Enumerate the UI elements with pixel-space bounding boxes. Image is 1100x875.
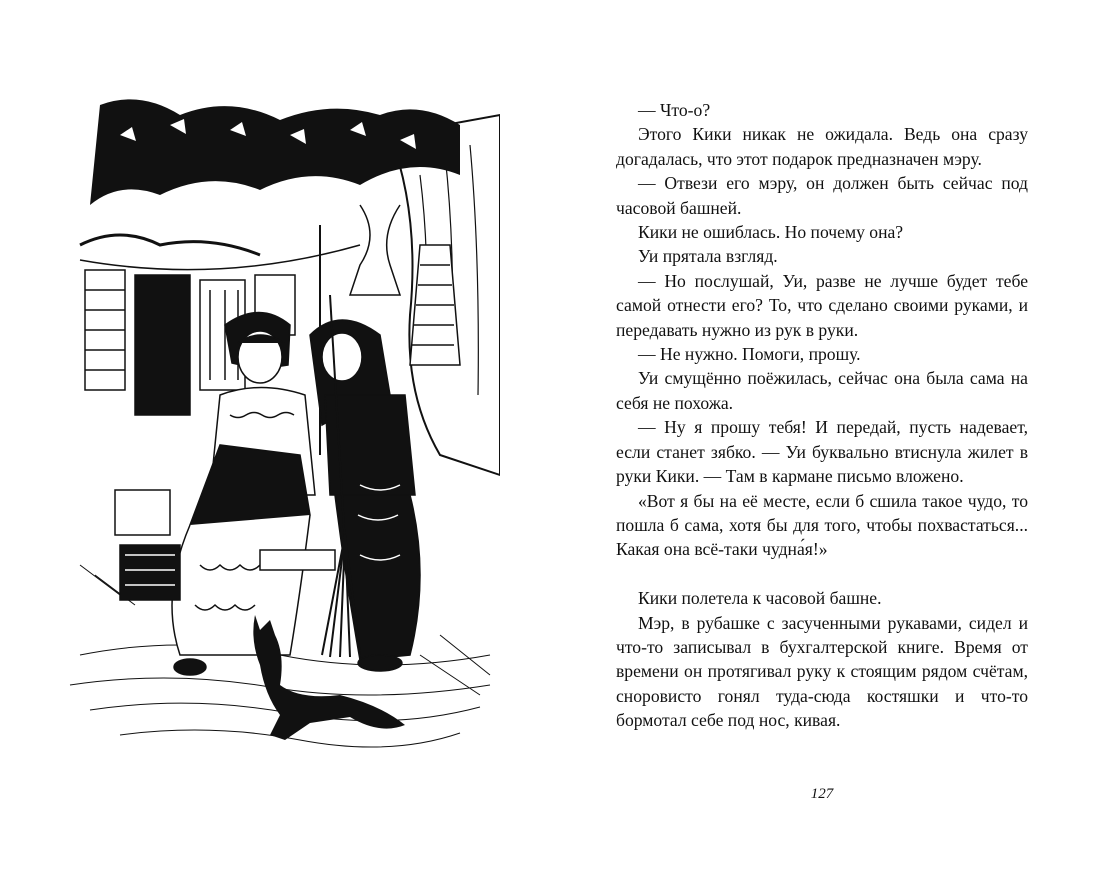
paragraph-11: Кики полетела к часовой башне. [638, 588, 882, 609]
paragraph-6: — Но послушай, Уи, разве не лучше будет тебе самой отнести его? То, что сделано своими руками, и передавать нужно из рук в руки. [616, 270, 1028, 340]
illustration [60, 95, 500, 755]
standing-girl [310, 320, 420, 671]
section-break [616, 562, 1028, 586]
text-column [616, 98, 1028, 733]
seated-girl [172, 313, 315, 676]
paragraph-1: — Что-о? [638, 100, 711, 120]
paragraph-5: Уи прятала взгляд. [638, 246, 778, 267]
paragraph-12: Мэр, в рубашке с засученными рукавами, сидел и что-то записывал в бухгалтерской книге. Время от времени он протягивал руку к стоящим рядом счётам, сноровисто гонял туда-сюда костяшки и что-то бормотал себе под нос, кивая. [616, 612, 1028, 731]
paragraph-2: Этого Кики никак не ожидала. Ведь она сразу догадалась, что этот подарок предназначен мэру. [616, 124, 1028, 169]
paragraph-8: Уи смущённо поёжилась, сейчас она была сама на себя не похожа. [616, 368, 1028, 413]
paragraph-7: — Не нужно. Помоги, прошу. [638, 344, 861, 365]
paragraph-10: «Вот я бы на её месте, если б сшила такое чудо, то пошла б сама, хотя бы для того, чтобы похвастаться... Какая она всё-таки чудна́я!» [616, 490, 1028, 560]
paragraph-4: Кики не ошиблась. Но почему она? [638, 222, 904, 243]
paragraph-9: — Ну я прошу тебя! И передай, пусть надевает, если станет зябко. — Уи буквально втиснула жилет в руки Кики. — Там в кармане письмо вложено. [616, 417, 1028, 487]
paragraph-3: — Отвези его мэру, он должен быть сейчас под часовой башней. [616, 173, 1028, 218]
page-number: 127 [810, 786, 834, 802]
